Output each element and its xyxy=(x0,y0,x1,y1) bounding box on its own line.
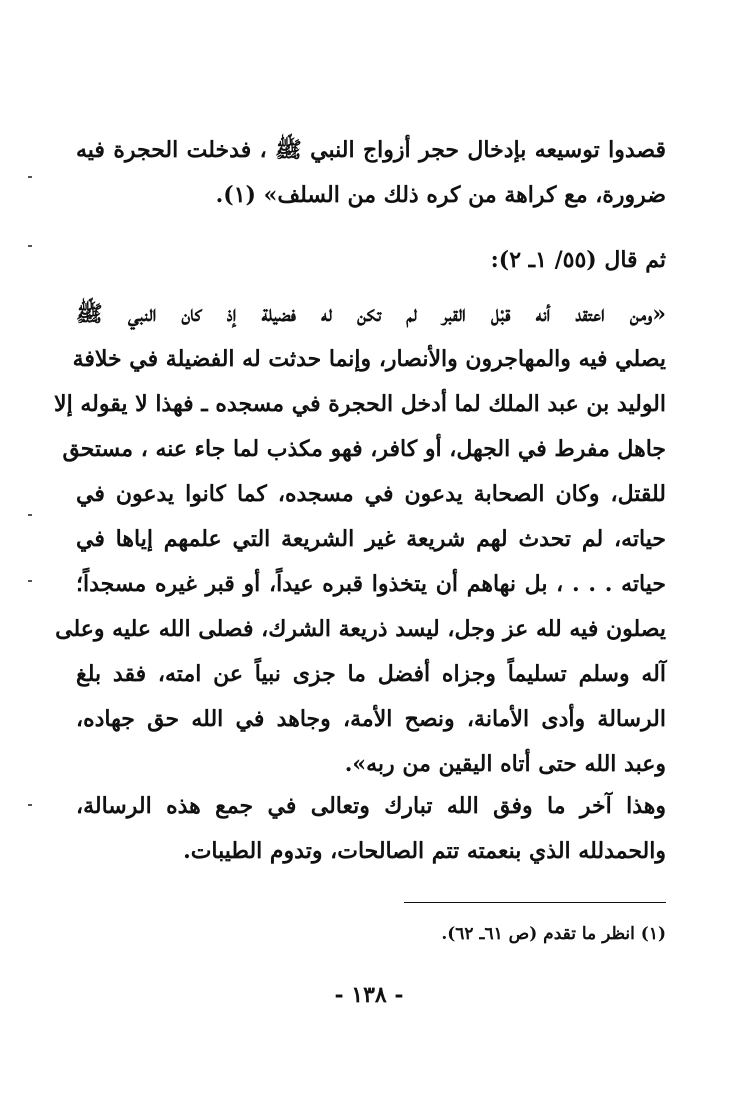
text-line: حياته، لم تحدث لهم شريعة غير الشريعة التي علمهم إياها في xyxy=(76,526,666,552)
text-line: ضرورة، مع كراهة من كره ذلك من السلف» (١). xyxy=(215,182,666,208)
text-line: للقتل، وكان الصحابة يدعون في مسجده، كما كانوا يدعون في xyxy=(76,481,666,507)
scan-margin-mark xyxy=(28,804,32,806)
footnote: (١) انظر ما تقدم (ص ٦١ـ ٦٢). xyxy=(441,924,666,944)
scan-margin-mark xyxy=(28,514,32,516)
paragraph-quotation xyxy=(54,292,666,787)
scan-margin-mark xyxy=(28,580,32,582)
text-line: والحمدلله الذي بنعمته تتم الصالحات، وتدوم الطيبات. xyxy=(183,838,666,864)
text-line: آله وسلم تسليماً وجزاه أفضل ما جزى نبياً عن امته، فقد بلغ xyxy=(76,661,666,687)
text-line: يصلون فيه لله عز وجل، ليسد ذريعة الشرك، فصلى الله عليه وعلى xyxy=(55,616,666,642)
text-line: «ومن اعتقد أنه قبْل القبر لم تكن له فضيلة إذ كان النبي ﷺ xyxy=(76,301,666,327)
text-line: الوليد بن عبد الملك لما أدخل الحجرة في مسجده ـ فهذا لا يقوله إلا xyxy=(54,391,666,417)
scan-margin-mark xyxy=(28,176,32,178)
paragraph-intro xyxy=(76,128,666,218)
text-line: وهذا آخر ما وفق الله تبارك وتعالى في جمع هذه الرسالة، xyxy=(76,793,666,819)
scan-margin-mark xyxy=(28,245,32,247)
text-line: الرسالة وأدى الأمانة، ونصح الأمة، وجاهد في الله حق جهاده، xyxy=(76,706,666,732)
footnote-divider xyxy=(404,902,666,903)
text-line: يصلي فيه والمهاجرون والأنصار، وإنما حدثت له الفضيلة في خلافة xyxy=(72,346,666,372)
paragraph-closing xyxy=(76,784,666,874)
paragraph-citation-heading xyxy=(76,238,666,283)
text-line: حياته . . . ، بل نهاهم أن يتخذوا قبره عيداً، أو قبر غيره مسجداً؛ xyxy=(76,571,666,597)
page-number: - ١٣٨ - xyxy=(334,982,404,1008)
text-line: ثم قال (٥٥/ ١ـ ٢): xyxy=(490,247,666,273)
text-line: جاهل مفرط في الجهل، أو كافر، فهو مكذب لما جاء عنه ، مستحق xyxy=(62,436,666,462)
text-line: وعبد الله حتى أتاه اليقين من ربه». xyxy=(344,751,666,777)
text-line: قصدوا توسيعه بإدخال حجر أزواج النبي ﷺ ، فدخلت الحجرة فيه xyxy=(76,137,666,163)
